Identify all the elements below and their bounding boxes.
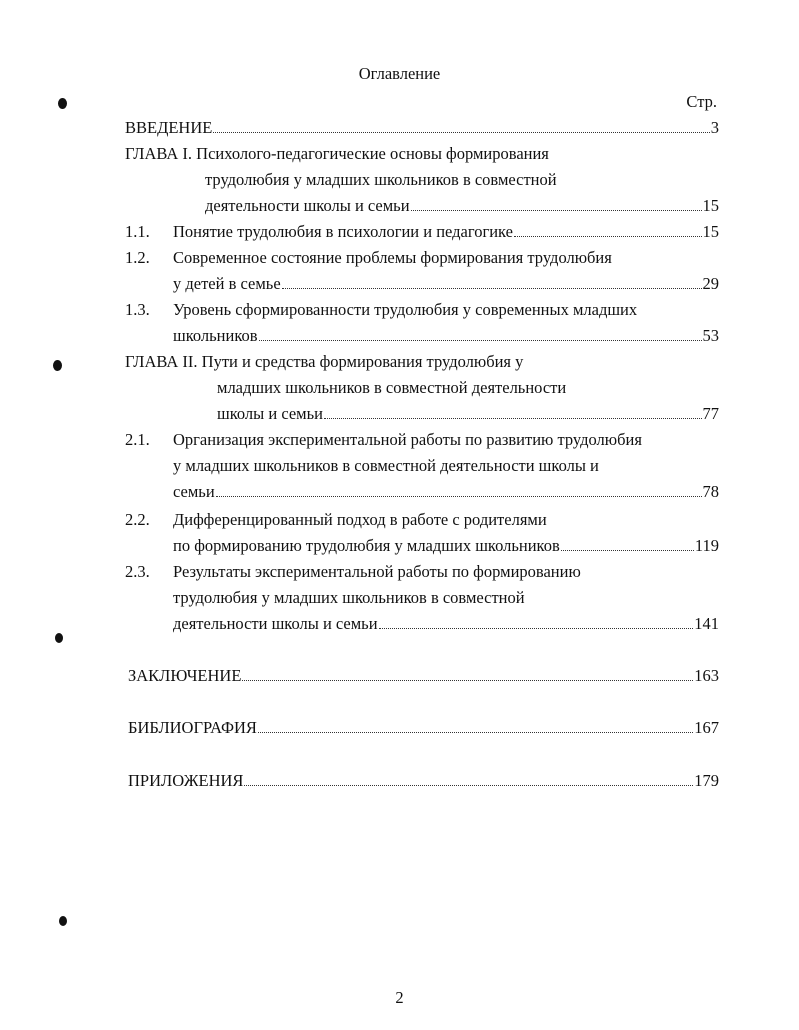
toc-section-number: 1.2.: [125, 248, 150, 267]
toc-section-number: 2.1.: [125, 430, 150, 449]
toc-entry-section-1-2: [173, 274, 719, 294]
toc-title: Оглавление: [358, 64, 441, 83]
binder-hole-mark: [55, 633, 63, 643]
toc-page-number: 167: [694, 718, 719, 737]
leader-dots: [242, 679, 693, 681]
toc-page-number: 78: [702, 482, 719, 501]
toc-entry-text: ЗАКЛЮЧЕНИЕ: [128, 666, 242, 685]
toc-chapter1-line1: ГЛАВА I. Психолого-педагогические основы формирования: [125, 144, 549, 163]
toc-page-number: 141: [694, 614, 719, 633]
toc-entry-section-2-3: [173, 614, 719, 634]
toc-entry-conclusion: [128, 666, 719, 686]
toc-entry-text: школы и семьи: [217, 404, 323, 423]
toc-page-number: 15: [702, 196, 719, 215]
toc-entry-chapter1: [205, 196, 719, 216]
toc-entry-section-1-1: [173, 222, 719, 242]
toc-section-number: 2.3.: [125, 562, 150, 581]
toc-entry-text: школьников: [173, 326, 258, 345]
toc-section-2-1-line1: Организация экспериментальной работы по развитию трудолюбия: [173, 430, 642, 449]
binder-hole-mark: [53, 360, 62, 371]
toc-entry-text: ВВЕДЕНИЕ: [125, 118, 213, 137]
leader-dots: [213, 131, 709, 133]
toc-entry-bibliography: [128, 718, 719, 738]
toc-section-2-3-line2: трудолюбия у младших школьников в совместной: [173, 588, 525, 607]
toc-chapter2-line2: младших школьников в совместной деятельности: [217, 378, 567, 397]
page-column-header: Стр.: [686, 92, 717, 111]
binder-hole-mark: [58, 98, 67, 109]
leader-dots: [259, 339, 702, 341]
toc-section-number: 1.1.: [125, 222, 150, 241]
toc-entry-text: у детей в семье: [173, 274, 281, 293]
toc-page-number: 179: [694, 771, 719, 790]
toc-entry-text: Понятие трудолюбия в психологии и педагогике: [173, 222, 513, 241]
page-number: 2: [395, 988, 404, 1007]
toc-section-1-3-line1: Уровень сформированности трудолюбия у современных младших: [173, 300, 638, 319]
leader-dots: [282, 287, 702, 289]
toc-page-number: 15: [702, 222, 719, 241]
leader-dots: [561, 549, 694, 551]
toc-entry-text: ПРИЛОЖЕНИЯ: [128, 771, 244, 790]
toc-entry-section-2-2: [173, 536, 719, 556]
toc-entry-section-2-1: [173, 482, 719, 502]
toc-page-number: 29: [702, 274, 719, 293]
toc-entry-chapter2: [217, 404, 719, 424]
toc-section-2-3-line1: Результаты экспериментальной работы по формированию: [173, 562, 581, 581]
leader-dots: [411, 209, 702, 211]
leader-dots: [379, 627, 694, 629]
toc-page-number: 119: [694, 536, 719, 555]
toc-section-1-2-line1: Современное состояние проблемы формирования трудолюбия: [173, 248, 612, 267]
toc-entry-text: деятельности школы и семьи: [173, 614, 378, 633]
toc-chapter1-line2: трудолюбия у младших школьников в совместной: [205, 170, 557, 189]
toc-entry-section-1-3: [173, 326, 719, 346]
toc-entry-introduction: [125, 118, 719, 138]
toc-section-2-1-line2: у младших школьников в совместной деятельности школы и: [173, 456, 599, 475]
toc-entry-text: по формированию трудолюбия у младших школьников: [173, 536, 560, 555]
toc-page-number: 3: [710, 118, 719, 137]
binder-hole-mark: [59, 916, 67, 926]
toc-page-number: 163: [694, 666, 719, 685]
toc-entry-text: деятельности школы и семьи: [205, 196, 410, 215]
toc-entry-text: БИБЛИОГРАФИЯ: [128, 718, 257, 737]
leader-dots: [514, 235, 702, 237]
toc-chapter2-line1: ГЛАВА II. Пути и средства формирования трудолюбия у: [125, 352, 524, 371]
toc-section-number: 1.3.: [125, 300, 150, 319]
toc-entry-text: семьи: [173, 482, 215, 501]
toc-entry-appendices: [128, 771, 719, 791]
toc-page-number: 77: [702, 404, 719, 423]
leader-dots: [244, 784, 693, 786]
leader-dots: [324, 417, 702, 419]
toc-section-number: 2.2.: [125, 510, 150, 529]
toc-section-2-2-line1: Дифференцированный подход в работе с родителями: [173, 510, 547, 529]
leader-dots: [216, 495, 702, 497]
leader-dots: [258, 731, 693, 733]
toc-page-number: 53: [702, 326, 719, 345]
